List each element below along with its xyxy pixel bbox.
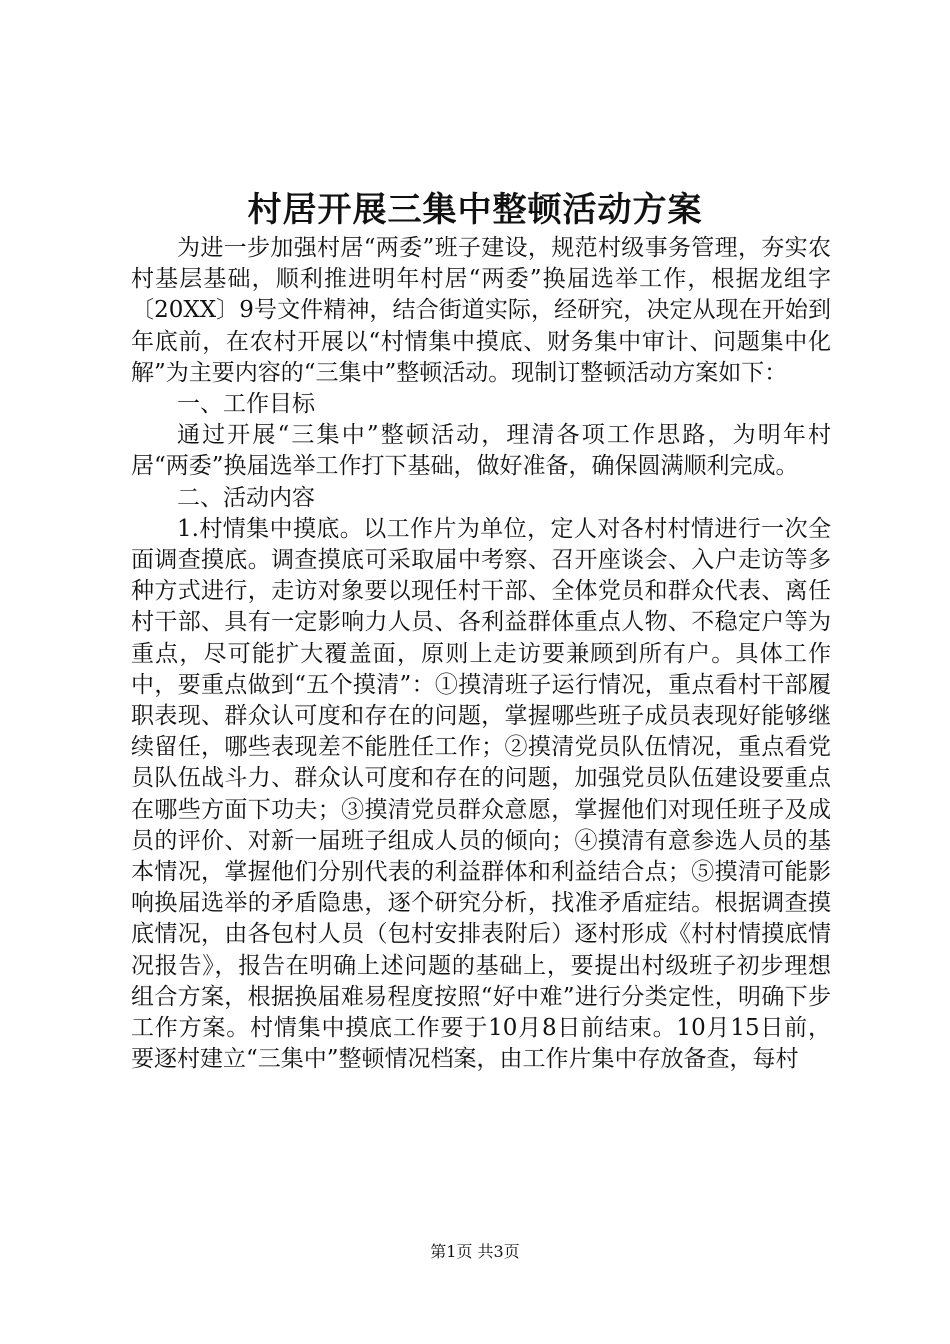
section-heading-goals: 一、工作目标: [177, 391, 315, 418]
document-title: 村居开展三集中整顿活动方案: [247, 190, 703, 230]
document-body: [131, 233, 831, 1075]
content-paragraph: 1.村情集中摸底。以工作片为单位，定人对各村村情进行一次全面调查摸底。调查摸底可采取届中考察、召开座谈会、入户走访等多种方式进行，走访对象要以现任村干部、全体党员和群众代表、离任村干部、具有一定影响力人员、各利益群体重点人物、不稳定户等为重点，尽可能扩大覆盖面，原则上走访要兼顾到所有户。具体工作中，要重点做到“五个摸清”：①摸清班子运行情况，重点看村干部履职表现、群众认可度和存在的问题，掌握哪些班子成员表现好能够继续留任，哪些表现差不能胜任工作；②摸清党员队伍情况，重点看党员队伍战斗力、群众认可度和存在的问题，加强党员队伍建设要重点在哪些方面下功夫；③摸清党员群众意愿，掌握他们对现任班子及成员的评价、对新一届班子组成人员的倾向；④摸清有意参选人员的基本情况，掌握他们分别代表的利益群体和利益结合点；⑤摸清可能影响换届选举的矛盾隐患，逐个研究分析，找准矛盾症结。根据调查摸底情况，由各包村人员（包村安排表附后）逐村形成《村村情摸底情况报告》，报告在明确上述问题的基础上，要提出村级班子初步理想组合方案，根据换届难易程度按照“好中难”进行分类定性，明确下步工作方案。村情集中摸底工作要于10月8日前结束。10月15日前，要逐村建立“三集中”整顿情况档案，由工作片集中存放备查，每村: [131, 515, 831, 1073]
section-heading-content: 二、活动内容: [177, 484, 315, 511]
page-footer: 第1页 共3页: [430, 1242, 520, 1261]
goals-paragraph: 通过开展“三集中”整顿活动，理清各项工作思路，为明年村居“两委”换届选举工作打下基础，做好准备，确保圆满顺利完成。: [131, 422, 831, 480]
intro-paragraph: 为进一步加强村居“两委”班子建设，规范村级事务管理，夯实农村基层基础，顺利推进明年村居“两委”换届选举工作，根据龙组字〔20XX〕9号文件精神，结合街道实际，经研究，决定从现在开始到年底前，在农村开展以“村情集中摸底、财务集中审计、问题集中化解”为主要内容的“三集中”整顿活动。现制订整顿活动方案如下：: [131, 235, 831, 386]
